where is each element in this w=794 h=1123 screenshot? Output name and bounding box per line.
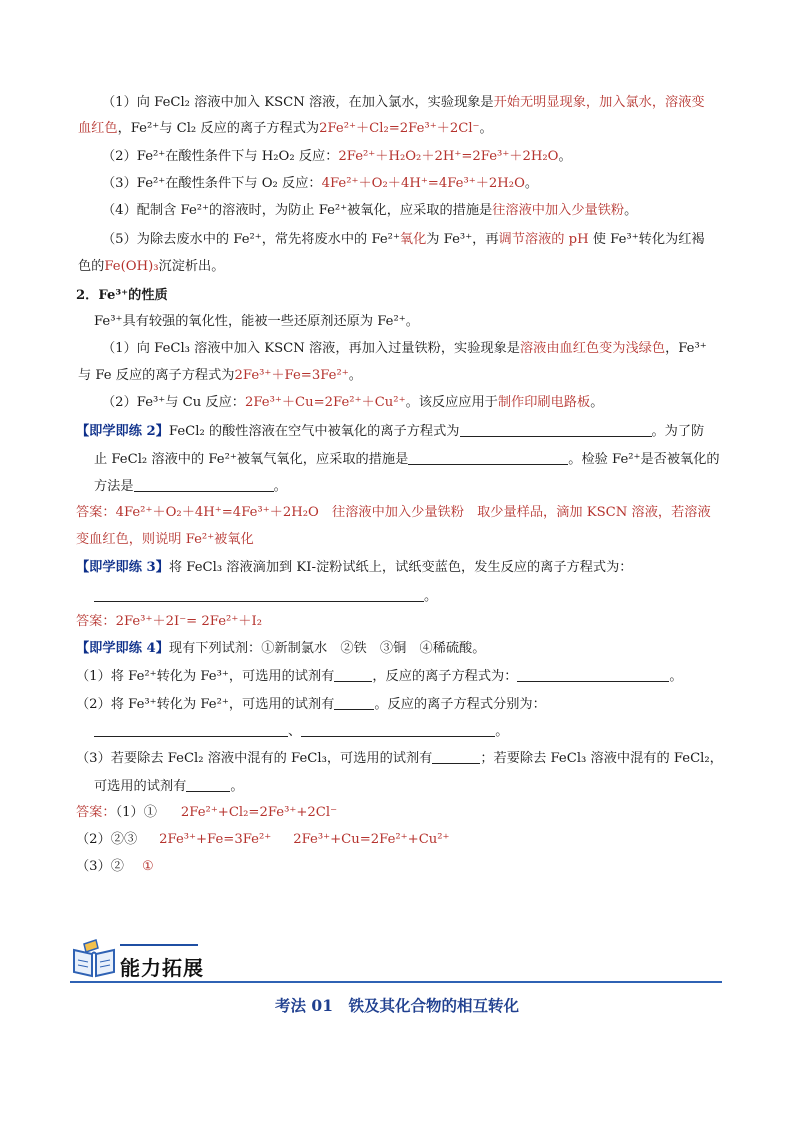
fe3-item1-equation: 2Fe³⁺＋Fe=3Fe²⁺ — [234, 368, 349, 383]
section-title: 能力拓展 — [120, 956, 204, 980]
exercise2-line1 — [76, 422, 704, 441]
exercise4-q3-blank-2[interactable] — [186, 777, 230, 792]
fe3-item1-text: （1）向 FeCl₃ 溶液中加入 KSCN 溶液，再加入过量铁粉，实验现象是 — [102, 341, 520, 356]
exercise4-answer-3-red: ① — [141, 859, 154, 874]
exercise2-text-1-end: 。为了防 — [651, 424, 705, 439]
open-book-icon — [70, 938, 118, 980]
exercise4-q2-end: 。 — [495, 724, 509, 739]
para5-answer-1: 氧化 — [399, 232, 427, 247]
exercise4-text: 现有下列试剂：①新制氯水 ②铁 ③铜 ④稀硫酸。 — [168, 641, 486, 656]
exercise4-q3-text-a: （3）若要除去 FeCl₂ 溶液中混有的 FeCl₃，可选用的试剂有 — [76, 751, 433, 766]
exercise4-tag: 【即学即练 4】 — [76, 641, 169, 656]
para5-line2 — [78, 258, 224, 276]
exercise2-answer-line1 — [76, 504, 711, 522]
exercise2-answer-line2: 变血红色，则说明 Fe²⁺被氧化 — [76, 532, 254, 547]
exercise2-answer-text: 4Fe²⁺＋O₂＋4H⁺=4Fe³⁺＋2H₂O 往溶液中加入少量铁粉 取少量样品，滴加 KSCN 溶液，若溶液 — [115, 505, 711, 520]
exercise3-end: 。 — [424, 589, 438, 604]
exercise2-tag: 【即学即练 2】 — [76, 424, 169, 439]
exercise2-text-3-end: 。 — [273, 479, 287, 494]
exercise4-q2-text-a: （2）将 Fe³⁺转化为 Fe²⁺，可选用的试剂有 — [76, 697, 335, 712]
exercise4-q3-text-c: 可选用的试剂有 — [94, 779, 187, 794]
para5-answer-2: 调节溶液的 pH — [498, 232, 589, 247]
para5-answer-3: Fe(OH)₃ — [104, 259, 159, 274]
exercise4-answer-1 — [76, 804, 337, 822]
para2-equation: 2Fe²⁺＋H₂O₂＋2H⁺=2Fe³⁺＋2H₂O — [338, 149, 559, 164]
para5-text-c: 使 Fe³⁺转化为红褐 — [588, 232, 705, 247]
fe3-item1-answer: 溶液由血红色变为浅绿色 — [520, 341, 666, 356]
fe3-item1-line1 — [102, 340, 707, 358]
para1-text-2: ，Fe²⁺与 Cl₂ 反应的离子方程式为 — [117, 121, 320, 136]
exercise4-q1-blank-2[interactable] — [517, 667, 669, 682]
exercise4-q1-text-a: （1）将 Fe²⁺转化为 Fe³⁺，可选用的试剂有 — [76, 669, 335, 684]
exercise4-answer-2-eq2: 2Fe³⁺+Cu=2Fe²⁺+Cu²⁺ — [293, 832, 450, 847]
fe3-item1-end: ，Fe³⁺ — [665, 341, 707, 356]
exercise3-tag: 【即学即练 3】 — [76, 560, 169, 575]
para1-line2 — [78, 120, 493, 138]
para3-end: 。 — [524, 176, 539, 191]
para3-equation: 4Fe²⁺＋O₂＋4H⁺=4Fe³⁺＋2H₂O — [321, 176, 525, 191]
exercise4-q2-blank-1[interactable] — [334, 695, 374, 710]
exercise4-q2-text-b: 。反应的离子方程式分别为： — [374, 697, 546, 712]
exercise4-q1-text-b: ，反应的离子方程式为： — [372, 669, 518, 684]
exercise4-q2-blank-3[interactable] — [301, 722, 495, 737]
para1-line1 — [102, 94, 705, 112]
fe3-item2-end: 。 — [590, 395, 604, 410]
exercise4-answer-2-eq1: 2Fe³⁺+Fe=3Fe²⁺ — [159, 832, 272, 847]
para5-text-e: 沉淀析出。 — [158, 259, 225, 274]
exercise4-q3-line2 — [94, 777, 244, 796]
para4-answer: 往溶液中加入少量铁粉 — [492, 203, 625, 218]
para1-answer-2: 血红色 — [78, 121, 118, 136]
exercise4-q3-end: 。 — [230, 779, 244, 794]
para1-text: （1）向 FeCl₂ 溶液中加入 KSCN 溶液，在加入氯水，实验现象是 — [102, 95, 494, 110]
exercise4-answer-3-num: （3）② — [76, 859, 124, 874]
exercise4-q2 — [76, 695, 546, 714]
exercise3-answer-label: 答案： — [76, 614, 116, 629]
exercise2-blank-3[interactable] — [134, 477, 274, 492]
exercise2-line2 — [94, 450, 720, 469]
exercise3-answer-text: 2Fe³⁺＋2I⁻= 2Fe²⁺＋I₂ — [115, 614, 262, 629]
exercise4-answer-2-num: （2）②③ — [76, 832, 138, 847]
para5-text-b: 为 Fe³⁺，再 — [426, 232, 499, 247]
exercise2-blank-2[interactable] — [408, 450, 568, 465]
exercise4-q2-blank-2[interactable] — [94, 722, 288, 737]
heading-fe3-properties: 2．Fe³⁺的性质 — [76, 288, 168, 303]
exercise3-line1 — [76, 559, 632, 577]
exercise4-answer-3 — [76, 858, 154, 876]
exercise3-text: 将 FeCl₃ 溶液滴加到 KI-淀粉试纸上，试纸变蓝色，发生反应的离子方程式为： — [168, 560, 633, 575]
exercise4-q2-sep: 、 — [288, 724, 302, 739]
exercise2-text-2-end: 。检验 Fe²⁺是否被氧化的 — [568, 452, 720, 467]
fe3-item2-line — [102, 394, 603, 412]
exercise4-q1-end: 。 — [669, 669, 683, 684]
exercise4-q1-blank-1[interactable] — [334, 667, 372, 682]
para4-text: （4）配制含 Fe²⁺的溶液时，为防止 Fe²⁺被氧化，应采取的措施是 — [102, 203, 493, 218]
exercise4-q2-line2 — [94, 722, 508, 741]
exercise4-q3-blank-1[interactable] — [432, 749, 480, 764]
exercise2-blank-1[interactable] — [460, 422, 652, 437]
para3-line — [102, 175, 538, 193]
exercise4-line1 — [76, 640, 485, 658]
exercise4-answer-1-num: （1）① — [115, 805, 157, 820]
para2-end: 。 — [558, 149, 572, 164]
section-title-rule — [120, 944, 198, 946]
para4-end: 。 — [624, 203, 638, 218]
fe3-item1-end-2: 。 — [348, 368, 362, 383]
para5-line1 — [102, 231, 705, 249]
exercise4-q1 — [76, 667, 683, 686]
fe3-item2-equation: 2Fe³⁺＋Cu=2Fe²⁺＋Cu²⁺ — [244, 395, 406, 410]
exercise4-answer-1-eq: 2Fe²⁺+Cl₂=2Fe³⁺+2Cl⁻ — [180, 805, 338, 820]
para5-text-a: （5）为除去废水中的 Fe²⁺，常先将废水中的 Fe²⁺ — [102, 232, 400, 247]
exercise3-line2 — [94, 587, 437, 606]
exercise2-line3 — [94, 477, 287, 496]
fe3-item1-line2 — [78, 367, 362, 385]
exercise2-text-3: 方法是 — [94, 479, 134, 494]
para4-line — [102, 202, 637, 220]
para1-end: 。 — [479, 121, 493, 136]
section-divider — [70, 981, 722, 983]
para1-equation: 2Fe²⁺＋Cl₂=2Fe³⁺＋2Cl⁻ — [319, 121, 480, 136]
fe3-item2-text: （2）Fe³⁺与 Cu 反应： — [102, 395, 245, 410]
fe3-item2-mid: 。该反应应用于 — [405, 395, 498, 410]
para1-answer: 开始无明显现象，加入氯水，溶液变 — [493, 95, 705, 110]
exercise3-blank[interactable] — [94, 587, 424, 602]
para5-text-d: 色的 — [78, 259, 105, 274]
exercise2-text-1: FeCl₂ 的酸性溶液在空气中被氧化的离子方程式为 — [168, 424, 460, 439]
para2-text: （2）Fe²⁺在酸性条件下与 H₂O₂ 反应： — [102, 149, 339, 164]
exercise4-answer-2 — [76, 831, 450, 849]
fe3-item2-answer: 制作印刷电路板 — [497, 395, 591, 410]
exercise4-answer-label: 答案： — [76, 805, 116, 820]
para2-line — [102, 148, 572, 166]
exercise4-q3 — [76, 749, 723, 768]
exercise4-q3-text-b: ；若要除去 FeCl₃ 溶液中混有的 FeCl₂， — [480, 751, 723, 766]
fe3-intro: Fe³⁺具有较强的氧化性，能被一些还原剂还原为 Fe²⁺。 — [94, 314, 419, 329]
kaofa-title: 考法 01 铁及其化合物的相互转化 — [275, 996, 519, 1015]
fe3-item1-text-2: 与 Fe 反应的离子方程式为 — [78, 368, 235, 383]
para3-text: （3）Fe²⁺在酸性条件下与 O₂ 反应： — [102, 176, 322, 191]
exercise3-answer — [76, 613, 262, 631]
exercise2-text-2: 止 FeCl₂ 溶液中的 Fe²⁺被氧气氧化，应采取的措施是 — [94, 452, 409, 467]
exercise2-answer-label: 答案： — [76, 505, 116, 520]
